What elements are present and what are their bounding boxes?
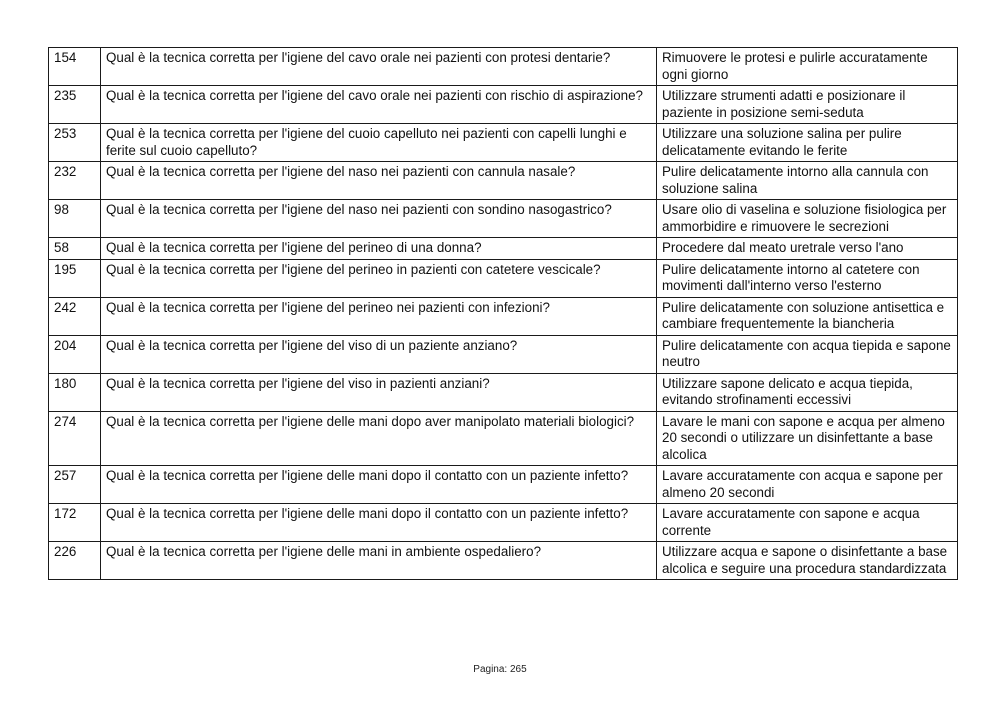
row-id: 257 bbox=[49, 466, 101, 504]
row-question: Qual è la tecnica corretta per l'igiene del perineo nei pazienti con infezioni? bbox=[101, 297, 657, 335]
row-question: Qual è la tecnica corretta per l'igiene delle mani dopo il contatto con un paziente infetto? bbox=[101, 466, 657, 504]
row-question: Qual è la tecnica corretta per l'igiene del viso di un paziente anziano? bbox=[101, 335, 657, 373]
table-row bbox=[49, 411, 958, 466]
row-answer: Pulire delicatamente con soluzione antisettica e cambiare frequentemente la biancheria bbox=[657, 297, 958, 335]
row-id: 172 bbox=[49, 504, 101, 542]
row-question: Qual è la tecnica corretta per l'igiene del viso in pazienti anziani? bbox=[101, 373, 657, 411]
row-id: 204 bbox=[49, 335, 101, 373]
table-row bbox=[49, 542, 958, 580]
row-answer: Utilizzare strumenti adatti e posizionare il paziente in posizione semi-seduta bbox=[657, 86, 958, 124]
table-row bbox=[49, 297, 958, 335]
table-row bbox=[49, 238, 958, 260]
row-answer: Rimuovere le protesi e pulirle accuratamente ogni giorno bbox=[657, 48, 958, 86]
row-answer: Utilizzare una soluzione salina per pulire delicatamente evitando le ferite bbox=[657, 124, 958, 162]
table-row bbox=[49, 124, 958, 162]
row-id: 180 bbox=[49, 373, 101, 411]
row-answer: Lavare accuratamente con acqua e sapone per almeno 20 secondi bbox=[657, 466, 958, 504]
row-question: Qual è la tecnica corretta per l'igiene delle mani dopo il contatto con un paziente infetto? bbox=[101, 504, 657, 542]
row-question: Qual è la tecnica corretta per l'igiene del cavo orale nei pazienti con rischio di aspirazione? bbox=[101, 86, 657, 124]
row-answer: Utilizzare sapone delicato e acqua tiepida, evitando strofinamenti eccessivi bbox=[657, 373, 958, 411]
row-question: Qual è la tecnica corretta per l'igiene delle mani dopo aver manipolato materiali biologici? bbox=[101, 411, 657, 466]
row-answer: Lavare accuratamente con sapone e acqua corrente bbox=[657, 504, 958, 542]
table-row bbox=[49, 48, 958, 86]
row-id: 58 bbox=[49, 238, 101, 260]
row-answer: Pulire delicatamente con acqua tiepida e sapone neutro bbox=[657, 335, 958, 373]
row-id: 226 bbox=[49, 542, 101, 580]
row-question: Qual è la tecnica corretta per l'igiene del naso nei pazienti con cannula nasale? bbox=[101, 162, 657, 200]
row-answer: Pulire delicatamente intorno al catetere con movimenti dall'interno verso l'esterno bbox=[657, 259, 958, 297]
row-id: 232 bbox=[49, 162, 101, 200]
row-id: 195 bbox=[49, 259, 101, 297]
table-row bbox=[49, 373, 958, 411]
table-row bbox=[49, 200, 958, 238]
table-row bbox=[49, 504, 958, 542]
table-row bbox=[49, 335, 958, 373]
row-id: 98 bbox=[49, 200, 101, 238]
row-answer: Usare olio di vaselina e soluzione fisiologica per ammorbidire e rimuovere le secrezioni bbox=[657, 200, 958, 238]
qa-table bbox=[48, 47, 958, 580]
row-id: 242 bbox=[49, 297, 101, 335]
page-number: Pagina: 265 bbox=[473, 664, 527, 675]
row-answer: Lavare le mani con sapone e acqua per almeno 20 secondi o utilizzare un disinfettante a base alcolica bbox=[657, 411, 958, 466]
row-id: 154 bbox=[49, 48, 101, 86]
row-answer: Utilizzare acqua e sapone o disinfettante a base alcolica e seguire una procedura standardizzata bbox=[657, 542, 958, 580]
table-row bbox=[49, 86, 958, 124]
row-answer: Pulire delicatamente intorno alla cannula con soluzione salina bbox=[657, 162, 958, 200]
table-row bbox=[49, 466, 958, 504]
row-question: Qual è la tecnica corretta per l'igiene delle mani in ambiente ospedaliero? bbox=[101, 542, 657, 580]
row-question: Qual è la tecnica corretta per l'igiene del cavo orale nei pazienti con protesi dentarie? bbox=[101, 48, 657, 86]
row-question: Qual è la tecnica corretta per l'igiene del perineo di una donna? bbox=[101, 238, 657, 260]
table-row bbox=[49, 162, 958, 200]
row-id: 253 bbox=[49, 124, 101, 162]
table-row bbox=[49, 259, 958, 297]
row-answer: Procedere dal meato uretrale verso l'ano bbox=[657, 238, 958, 260]
row-id: 274 bbox=[49, 411, 101, 466]
row-id: 235 bbox=[49, 86, 101, 124]
row-question: Qual è la tecnica corretta per l'igiene del perineo in pazienti con catetere vescicale? bbox=[101, 259, 657, 297]
row-question: Qual è la tecnica corretta per l'igiene del cuoio capelluto nei pazienti con capelli lunghi e ferite sul cuoio capelluto? bbox=[101, 124, 657, 162]
row-question: Qual è la tecnica corretta per l'igiene del naso nei pazienti con sondino nasogastrico? bbox=[101, 200, 657, 238]
